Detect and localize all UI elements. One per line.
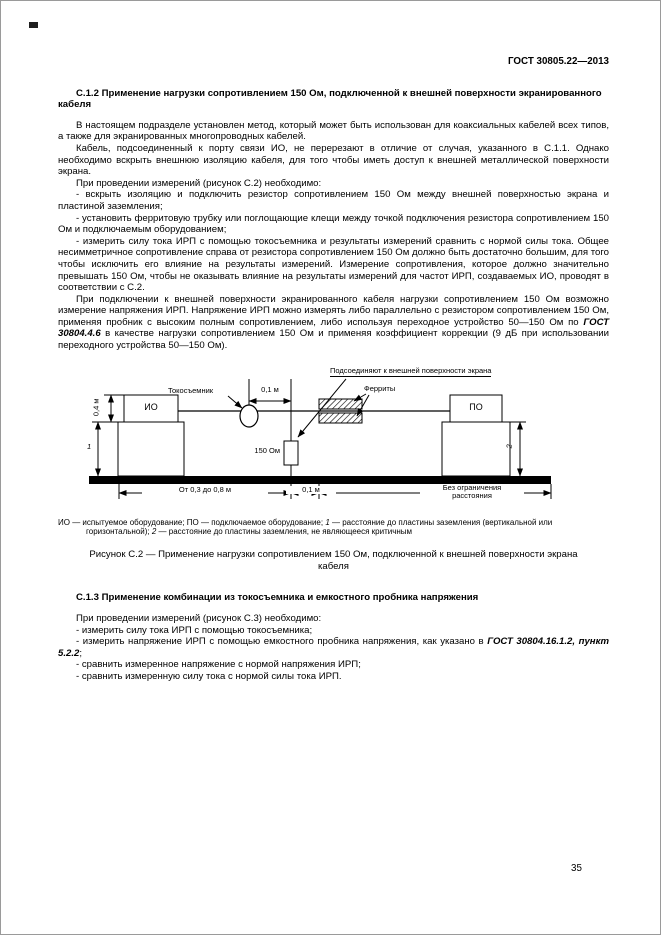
gost-30804-16-1-2-reference: ГОСТ 30804.16.1.2, пункт 5.2.2 xyxy=(58,636,609,659)
eut-table xyxy=(118,422,184,476)
section-c12-heading: С.1.2 Применение нагрузки сопротивлением 150 Ом, подключенной к внешней поверхности экранированного кабеля xyxy=(58,87,602,111)
c13-list-item-4: - сравнить измеренную силу тока с нормой силы тока ИРП. xyxy=(76,671,342,682)
print-registration-mark xyxy=(29,22,38,28)
c12-voltage-paragraph xyxy=(58,294,609,352)
dim-1-label: 1 xyxy=(87,441,92,451)
text-segment: - измерить напряжение ИРП с помощью емкостного пробника напряжения, как указано в xyxy=(76,636,488,648)
c12-list-item-1: - вскрыть изоляцию и подключить резистор сопротивлением 150 Ом между внешней поверхностью экрана и пластиной заземления; xyxy=(58,189,609,212)
dim-unlimited-label xyxy=(420,484,524,501)
figure-c2-drawing xyxy=(58,366,611,506)
text-segment: При подключении к внешней поверхности экранированного кабеля нагрузки сопротивлением 150 Ом возможно измерение напряжения ИРП. Напряжение ИРП можно измерять либо параллельно с резистором сопротивлением 150 Ом, применяя пробник с высоким полным сопротивлением, либо используя переходное устройство 50—150 Ом по xyxy=(58,293,609,328)
eut-label: ИО xyxy=(144,401,158,412)
c13-list-item-1: - измерить силу тока ИРП с помощью токосъемника; xyxy=(76,624,313,636)
text-segment: ; xyxy=(79,647,83,659)
ferrites-label: Ферриты xyxy=(364,383,396,393)
c12-cable-paragraph: Кабель, подсоединенный к порту связи ИО, не перерезают в отличие от случая, указанного в С.1.1. Однако необходимо вскрыть внешнюю изоляцию кабеля, для того чтобы иметь доступ к внешней металлической поверхности экрана. xyxy=(58,142,609,178)
dim-unlimited-line2: расстояния xyxy=(452,491,492,501)
c12-list-item-3: - измерить силу тока ИРП с помощью токосъемника и результаты измерений сравнить с нормой силы тока. Общее несимметричное сопротивление справа от резистора сопротивлением 150 Ом должно быть достаточно большим, для того чтобы исключить его влияние на результаты измерений. Измерение сопротивления, которое должно значительно превышать 150 Ом, чтобы не оказывать влияние на результаты измерений для частот ИРП, создаваемых ИО, проводят в соответствии с С.2. xyxy=(58,235,609,294)
section-c13-heading: С.1.3 Применение комбинации из токосъемника и емкостного пробника напряжения xyxy=(76,592,479,604)
resistor-label: 150 Ом xyxy=(254,445,280,455)
c12-intro-paragraph: В настоящем подразделе установлен метод, который может быть использован для коаксиальных кабелей всех типов, а также для экранированных многопроводных кабелей. xyxy=(58,119,609,143)
c13-intro: При проведении измерений (рисунок С.3) необходимо: xyxy=(76,613,322,625)
probe-pointer-line xyxy=(228,396,242,408)
c13-list-item-2 xyxy=(58,636,609,659)
figure-caption: Рисунок С.2 — Применение нагрузки сопротивлением 150 Ом, подключенной к внешней поверхности экрана кабеля xyxy=(89,549,578,572)
dim-unlimited-line1: Без ограничения xyxy=(442,482,502,492)
legend-item-1: 1 xyxy=(325,517,330,527)
ae-label: ПО xyxy=(469,401,483,412)
dim-01m-bottom-label: 0,1 м xyxy=(286,486,336,495)
c12-measurements-intro: При проведении измерений (рисунок С.2) необходимо: xyxy=(76,177,322,189)
legend-item-2: 2 xyxy=(151,527,157,537)
legend-segment: — расстояние до пластины заземления (вертикальной или горизонтальной); xyxy=(86,517,553,537)
dim-03-08-label: От 0,3 до 0,8 м xyxy=(142,486,268,495)
text-segment: в качестве нагрузки сопротивлением 150 Ом и применяя коэффициент коррекции (9 дБ при использовании переходного устройства 50—150 Ом). xyxy=(58,328,609,352)
ferrite-bottom xyxy=(319,413,362,423)
legend-segment: ИО — испытуемое оборудование; ПО — подключаемое оборудование; xyxy=(58,517,326,527)
dim-04m-label: 0,4 м xyxy=(91,398,101,416)
doc-number: ГОСТ 30805.22—2013 xyxy=(507,56,609,67)
legend-segment: — расстояние до пластины заземления, не являющееся критичным xyxy=(156,527,413,537)
current-probe-label: Токосъемник xyxy=(168,385,214,395)
current-probe-circle xyxy=(240,405,258,427)
c13-list-item-3: - сравнить измеренное напряжение с нормой напряжения ИРП; xyxy=(76,659,361,671)
figure-legend xyxy=(58,518,609,538)
gost-30804-4-6-reference: ГОСТ 30804.4.6 xyxy=(58,316,609,340)
connect-note-label: Подсоединяют к внешней поверхности экрана xyxy=(330,367,491,378)
ae-table xyxy=(442,422,510,476)
figure-c2 xyxy=(58,366,611,506)
c12-list-item-2: - установить ферритовую трубку или поглощающие клещи между точкой подключения резистора сопротивлением 150 Ом и подключаемым оборудованием; xyxy=(58,212,609,236)
dim-2-label: 2 xyxy=(504,443,514,449)
resistor-150ohm xyxy=(284,441,298,465)
page-number: 35 xyxy=(571,863,582,874)
dim-01m-top-label: 0,1 м xyxy=(261,384,279,394)
